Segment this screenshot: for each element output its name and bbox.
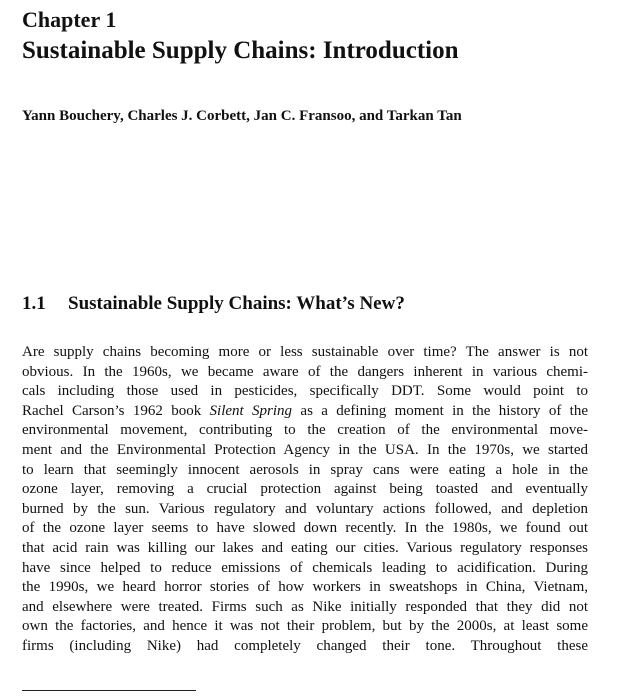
paragraph-line: [22, 519, 588, 539]
paragraph-line: [22, 617, 588, 637]
paragraph-line: [22, 441, 588, 461]
text-run: have since helped to reduce emissions of chemicals leading to acidification. During: [22, 559, 588, 576]
paragraph-line: [22, 421, 588, 441]
section-number: 1.1: [22, 293, 46, 314]
paragraph-line: [22, 382, 588, 402]
paragraph-line: [22, 363, 588, 383]
footnote-rule: [22, 690, 196, 691]
paragraph-line: [22, 578, 588, 598]
paragraph-line: [22, 637, 588, 657]
text-run: the 1990s, we heard horror stories of how workers in sweatshops in China, Vietnam,: [22, 579, 588, 596]
paragraph-line: [22, 559, 588, 579]
italic-book-title: Silent Spring: [209, 402, 293, 419]
paragraph-line: [22, 402, 588, 422]
text-run: Are supply chains becoming more or less sustainable over time? The answer is not: [22, 344, 588, 360]
paragraph-line: [22, 539, 588, 559]
text-run: ozone layer, removing a crucial protection against being toasted and eventually: [22, 481, 588, 498]
text-run: to learn that seemingly innocent aerosols in spray cans were eating a hole in the: [22, 461, 588, 478]
paragraph-line: [22, 461, 588, 481]
chapter-title: Sustainable Supply Chains: Introduction: [22, 37, 459, 64]
text-run: obvious. In the 1960s, we became aware of the dangers inherent in various chemi-: [22, 363, 588, 380]
author-list: Yann Bouchery, Charles J. Corbett, Jan C. Fransoo, and Tarkan Tan: [22, 108, 462, 124]
text-run: of the ozone layer seems to have slowed down recently. In the 1980s, we found out: [22, 520, 588, 537]
text-run: cals including those used in pesticides, specifically DDT. Some would point to: [22, 383, 588, 400]
text-run: firms (including Nike) had completely changed their tone. Throughout these: [22, 637, 588, 654]
text-run: and elsewhere were treated. Firms such as Nike initially responded that they did not: [22, 598, 588, 615]
text-run: that acid rain was killing our lakes and eating our cities. Various regulatory responses: [22, 539, 588, 556]
paragraph-line: [22, 343, 588, 363]
text-run: ment and the Environmental Protection Agency in the USA. In the 1970s, we started: [22, 441, 588, 458]
text-run: own the factories, and hence it was not their problem, but by the 2000s, at least some: [22, 618, 588, 635]
paragraph-line: [22, 480, 588, 500]
section-heading: [22, 292, 405, 316]
paragraph-line: [22, 500, 588, 520]
chapter-label: Chapter 1: [22, 7, 117, 32]
text-run: Rachel Carson’s 1962 book: [22, 402, 210, 419]
body-paragraph: [22, 343, 588, 657]
text-run: environmental movement, contributing to the creation of the environmental move-: [22, 422, 588, 439]
text-run: as a defining moment in the history of the: [292, 402, 588, 419]
section-title: Sustainable Supply Chains: What’s New?: [68, 293, 405, 314]
text-run: burned by the sun. Various regulatory and voluntary actions followed, and depletion: [22, 500, 588, 517]
paragraph-line: [22, 598, 588, 618]
